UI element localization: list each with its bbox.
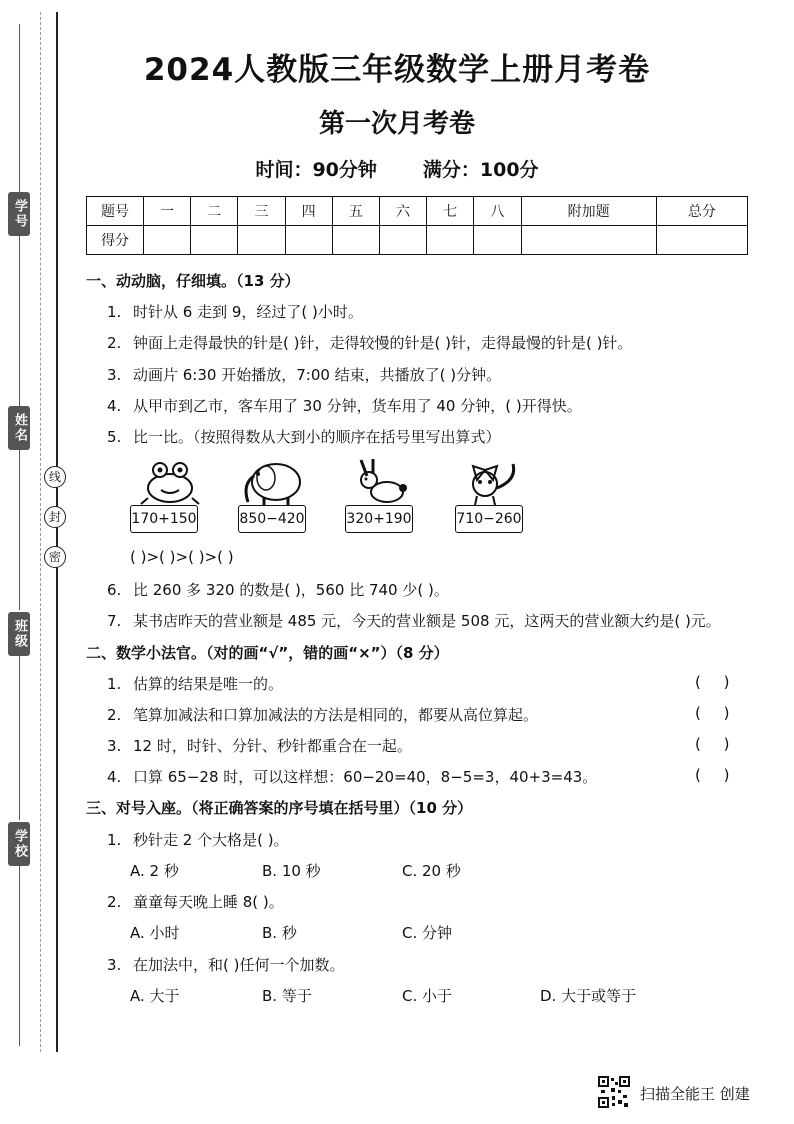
page-subtitle: 第一次月考卷 <box>318 109 475 139</box>
option-c[interactable]: C. 小于 <box>402 987 453 1005</box>
score-table-col: 七 <box>427 197 474 226</box>
binding-label-name: 姓名 <box>8 406 30 450</box>
question-3-3-options <box>130 985 730 1005</box>
score-cell[interactable] <box>379 226 426 255</box>
score-cell[interactable] <box>238 226 285 255</box>
question-1-4: 4. 从甲市到乙市，客车用了 30 分钟，货车用了 40 分钟，( )开得快。 <box>107 397 582 415</box>
question-1-5: 5. 比一比。（按照得数从大到小的顺序在括号里写出算式） <box>107 428 501 446</box>
expression-box: 320+190 <box>345 505 413 533</box>
page-title: 2024人教版三年级数学上册月考卷 <box>143 52 651 88</box>
seal-mi: 密 <box>44 546 66 568</box>
score-table-row-scores <box>87 226 748 255</box>
score-table-col: 五 <box>332 197 379 226</box>
score-cell[interactable] <box>285 226 332 255</box>
question-1-3: 3. 动画片 6:30 开始播放，7:00 结束，共播放了( )分钟。 <box>107 366 502 384</box>
option-b[interactable]: B. 秒 <box>262 924 297 942</box>
answer-paren[interactable]: ( ) <box>695 766 730 784</box>
score-cell[interactable] <box>144 226 191 255</box>
expression-box: 850−420 <box>238 505 306 533</box>
option-a[interactable]: A. 2 秒 <box>130 862 179 880</box>
score-cell[interactable] <box>656 226 747 255</box>
binding-label-class: 班级 <box>8 612 30 656</box>
score-table <box>86 196 748 255</box>
score-table-col: 附加题 <box>521 197 656 226</box>
question-2-4: 4. 口算 65−28 时，可以这样想：60−20=40，8−5=3，40+3=43。 <box>107 768 598 786</box>
score-table-col: 总分 <box>656 197 747 226</box>
section-3-heading: 三、对号入座。（将正确答案的序号填在括号里）（10 分） <box>86 799 473 817</box>
answer-paren[interactable]: ( ) <box>695 704 730 722</box>
score-table-header-cell: 得分 <box>87 226 144 255</box>
question-1-6: 6. 比 260 多 320 的数是( )，560 比 740 少( )。 <box>107 581 449 599</box>
option-c[interactable]: C. 分钟 <box>402 924 453 942</box>
rabbit-icon <box>345 458 415 506</box>
elephant-icon <box>238 458 308 506</box>
frog-icon <box>135 458 205 506</box>
option-d[interactable]: D. 大于或等于 <box>540 987 637 1005</box>
score-table-col: 三 <box>238 197 285 226</box>
score-table-header-cell: 题号 <box>87 197 144 226</box>
option-b[interactable]: B. 等于 <box>262 987 312 1005</box>
question-1-1: 1. 时针从 6 走到 9，经过了( )小时。 <box>107 303 363 321</box>
score-table-col: 二 <box>191 197 238 226</box>
score-table-col: 六 <box>379 197 426 226</box>
binding-underline <box>19 236 20 406</box>
question-3-1-options <box>130 860 730 880</box>
section-2-heading: 二、数学小法官。（对的画“√”，错的画“×”）（8 分） <box>86 644 449 662</box>
score-cell[interactable] <box>521 226 656 255</box>
qr-code-icon <box>598 1076 630 1108</box>
section-1-heading: 一、动动脑，仔细填。（13 分） <box>86 272 300 290</box>
question-2-2: 2. 笔算加减法和口算加减法的方法是相同的，都要从高位算起。 <box>107 706 539 724</box>
score-table-col: 四 <box>285 197 332 226</box>
question-3-2-options <box>130 922 730 942</box>
question-3-3: 3. 在加法中，和( )任何一个加数。 <box>107 956 345 974</box>
answer-paren[interactable]: ( ) <box>695 735 730 753</box>
expression-box: 170+150 <box>130 505 198 533</box>
question-2-3: 3. 12 时，时针、分针、秒针都重合在一起。 <box>107 737 412 755</box>
question-2-1: 1. 估算的结果是唯一的。 <box>107 675 284 693</box>
score-cell[interactable] <box>332 226 379 255</box>
question-3-2: 2. 童童每天晚上睡 8( )。 <box>107 893 284 911</box>
score-table-col: 八 <box>474 197 521 226</box>
binding-underline <box>19 866 20 1046</box>
binding-label-school: 学校 <box>8 822 30 866</box>
answer-paren[interactable]: ( ) <box>695 673 730 691</box>
option-b[interactable]: B. 10 秒 <box>262 862 321 880</box>
option-a[interactable]: A. 小时 <box>130 924 180 942</box>
score-table-row-headers <box>87 197 748 226</box>
option-a[interactable]: A. 大于 <box>130 987 180 1005</box>
score-cell[interactable] <box>474 226 521 255</box>
binding-label-student-id: 学号 <box>8 192 30 236</box>
score-cell[interactable] <box>191 226 238 255</box>
scanner-text: 扫描全能王 创建 <box>640 1085 750 1103</box>
score-cell[interactable] <box>427 226 474 255</box>
exam-info <box>0 155 794 182</box>
seal-feng: 封 <box>44 506 66 528</box>
option-c[interactable]: C. 20 秒 <box>402 862 461 880</box>
question-1-2: 2. 钟面上走得最快的针是( )针，走得较慢的针是( )针，走得最慢的针是( )针。 <box>107 334 633 352</box>
time-label: 时间：90分钟 <box>255 159 377 181</box>
seal-xian: 线 <box>44 466 66 488</box>
question-1-7: 7. 某书店昨天的营业额是 485 元，今天的营业额是 508 元，这两天的营业额大约是( )元。 <box>107 612 721 630</box>
binding-underline <box>19 450 20 610</box>
question-3-1: 1. 秒针走 2 个大格是( )。 <box>107 831 289 849</box>
score-table-col: 一 <box>144 197 191 226</box>
fox-icon <box>455 458 525 506</box>
compare-line: ( )>( )>( )>( ) <box>130 548 234 566</box>
score-label: 满分：100分 <box>422 159 539 181</box>
binding-underline <box>19 656 20 820</box>
expression-box: 710−260 <box>455 505 523 533</box>
